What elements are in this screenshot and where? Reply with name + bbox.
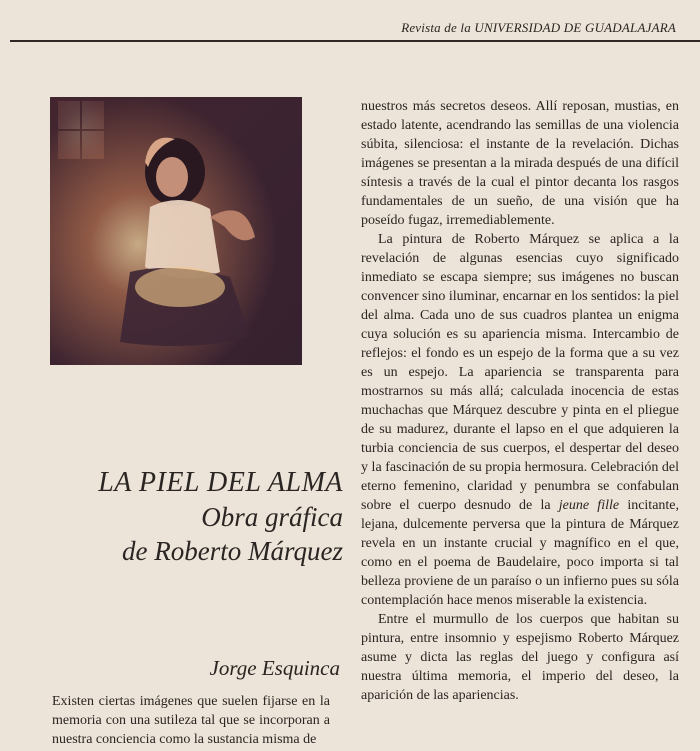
title-line-2: Obra gráfica — [201, 502, 343, 532]
article-title — [60, 466, 343, 568]
header-rule — [10, 40, 700, 42]
body-column — [361, 97, 679, 705]
running-header — [401, 20, 676, 36]
paragraph-2 — [361, 230, 679, 610]
paragraph-3: Entre el murmullo de los cuerpos que habitan su pintura, entre insomnio y espejismo Roberto Márquez asume y dicta las reglas del juego y configura así nuestra última memoria, el imperio del deseo, la aparición de las apariencias. — [361, 612, 679, 703]
header-prefix: Revista de la — [401, 20, 471, 35]
intro-paragraph: Existen ciertas imágenes que suelen fijarse en la memoria con una sutileza tal que se incorporan a nuestra conciencia como la sustancia misma de — [52, 694, 330, 747]
paragraph-2-end: incitante, lejana, dulcemente perversa que la pintura de Márquez revela en un instante crucial y magnífico en el que, como en el poema de Baudelaire, poco importa si tal belleza proviene de un paraíso o un infierno pues su sóla contemplación hace menos miserable la existencia. — [361, 498, 680, 608]
painting-image — [50, 97, 302, 365]
painting-illustration — [50, 97, 302, 365]
paragraph-2-italic: jeune fille — [558, 498, 620, 513]
author-name: Jorge Esquinca — [209, 656, 340, 680]
title-line-3: de Roberto Márquez — [122, 536, 343, 566]
header-university: UNIVERSIDAD DE GUADALAJARA — [474, 20, 676, 35]
title-line-1: LA PIEL DEL ALMA — [98, 467, 343, 498]
paragraph-2-start: La pintura de Roberto Márquez se aplica a la revelación de algunas esencias cuyo significado inmediato se escapa siempre; sus imágenes no buscan convencer sino iluminar, encarnar en los sentidos: la piel del alma. Cada uno de sus cuadros plantea un enigma cuya solución es su apariencia misma. Intercambio de reflejos: el fondo es un espejo de la forma que a su vez es un espejo. La apariencia se transparenta para mostrarnos su más allá; calculada inocencia de estas muchachas que Márquez descubre y pinta en el pliegue de su madurez, durante el lapso en el que adquieren la turbia conciencia de sus cuerpos, el despertar del deseo y la fascinación de su propia hermosura. Celebración del eterno femenino, claridad y penumbra se confabulan sobre el cuerpo desnudo de la — [361, 232, 679, 513]
paragraph-1: nuestros más secretos deseos. Allí reposan, mustias, en estado latente, acendrando las semillas de una violencia súbita, silenciosa: el instante de la revelación. Dichas imágenes se presentan a la mirada después de una difícil síntesis a través de la cual el pintor decanta los rasgos fundamentales de un sueño, de una visión que ha poseído fugaz, irremediablemente. — [361, 99, 679, 228]
